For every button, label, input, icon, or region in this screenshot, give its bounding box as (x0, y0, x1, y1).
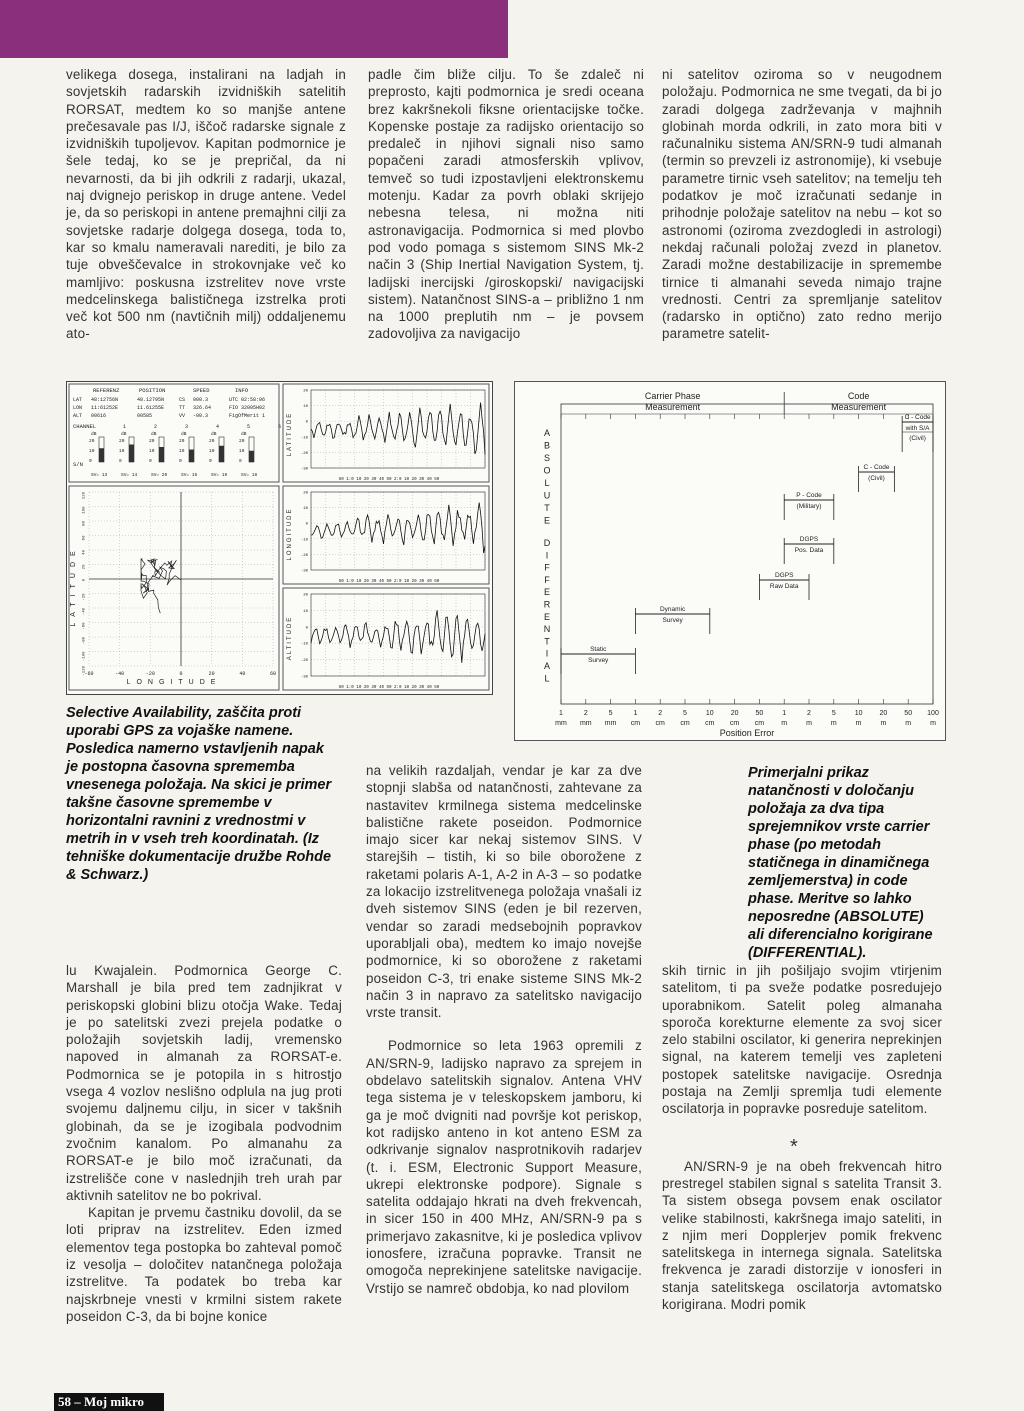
bar-tick: 10 (119, 449, 125, 454)
channel-label: CHANNEL (73, 423, 97, 430)
signal-bar-fill (189, 450, 194, 463)
x-tick-unit: m (855, 720, 862, 727)
status-cell: ALT (73, 413, 83, 419)
bar-tick: 10 (209, 449, 215, 454)
ylabel-absolute-letter: L (544, 478, 550, 488)
x-tick-value: 20 (730, 710, 739, 717)
tp-y-tick: 20 (303, 593, 308, 598)
bar-tick: 20 (179, 439, 185, 444)
x-tick-value: 2 (583, 710, 588, 717)
status-cell: FigOfMerit 1 (229, 413, 266, 419)
hdr-info: INFO (235, 387, 249, 394)
position-trace (141, 559, 181, 613)
lat-x-ticks: 50 1:0 10 20 30 40 50 2:0 10 20 30 40 50 (338, 478, 440, 482)
scatter-y-tick: 120 (82, 492, 87, 500)
ylabel-differential-letter: E (543, 587, 551, 598)
range-bar (561, 646, 635, 674)
caption-right: Primerjalni prikaz natančnosti v določanju položaja za dva tipa sprejemnikov vrste carrier phase (po metodah statičnega in dinamičnega zemljemerstva) in code phase. Meritve so lahko neposredne (ABSOLUTE) ali diferencialno korigirane (DIFFERENTIAL). (748, 765, 933, 961)
x-tick-unit: m (830, 720, 837, 727)
status-cell: 48:12756N (91, 397, 119, 403)
x-tick-value: 50 (904, 710, 913, 717)
ylabel-differential-letter: F (544, 574, 550, 585)
ylabel-differential-letter: F (544, 562, 550, 573)
accuracy-chart (514, 381, 946, 741)
hdr-referenz: REFERENZ (93, 387, 120, 394)
scatter-x-tick: -60 (84, 671, 94, 677)
page-footer: 58 – Moj mikro (54, 1393, 164, 1411)
tp-y-tick: 0 (305, 626, 308, 631)
bar-tick: 20 (209, 439, 215, 444)
status-cell: LON (73, 405, 83, 411)
text-column-3-bottom: skih tirnic in jih pošiljajo svojim vtirjenim satelitom, ti pa sveže podatke posredujejo uporabnikom. Satelit poleg almanaha sporoča korekturne elemente za svoj sicer zelo stabilni oscilator, ki generira neprekinjen signal, na katerem temelji ves zapleteni postopek satelitske navigacije. Osrednja postaja na Zemlji spremlja tudi elemente oscilatorja in popravke posreduje satelitom. AN/SRN-9 je na obeh frekvencah hitro prestregel stabilen signal s satelita Transit 3. Ta sistem obsega povsem enak oscilator velike stabilnosti, kakršnega imajo sateliti, in z njim meri Dopplerjev pomik frekvenc satelitskega in internega signala. Satelitska frekvenca je zaradi distorzije v ionosferi in stanja satelitskega oscilatorja avtomatsko korigirana. Modri pomik (662, 963, 942, 1313)
channel-number: 3 (185, 424, 189, 430)
db-label: dB (211, 432, 217, 437)
header-carrier-2: Measurement (645, 402, 701, 412)
scatter-panel (69, 486, 279, 690)
scatter-xlabel: LONGITUDE (126, 679, 222, 686)
scatter-y-tick: -120 (82, 666, 87, 676)
chart-frame (561, 404, 933, 704)
scatter-x-tick: -20 (145, 671, 155, 677)
section-separator-star: * (790, 1136, 798, 1158)
x-tick-value: 50 (755, 710, 764, 717)
status-cell: UTC 02:58:06 (229, 397, 266, 403)
bar-tick: 0 (149, 459, 152, 464)
tp-y-tick: 0 (305, 522, 308, 527)
bar-tick: 20 (89, 439, 95, 444)
ylabel-differential-letter: R (543, 599, 551, 610)
header-code-1: Code (847, 391, 870, 401)
range-label: Static (590, 646, 607, 653)
status-cell: 00585 (137, 413, 153, 419)
text-column-1-bottom: lu Kwajalein. Podmornica George C. Marshall je bila pred tem zadnjikrat v periskopski globini blizu otočja Wake. Tedaj je po satelitski zvezi prejela podatke o položajih sovjetskih ladij, vremensko napoved in almanah za RORSAT-e. Podmornica se je potopila in s hitrostjo vsega 4 vozlov neslišno odplula na jug proti svojemu daljnemu cilju, in sicer v takšnih globinah, da se je izogibala podvodnim zvočnim kanalom. Po almanahu za RORSAT-e je bilo moč izračunati, da izstrelišče cone v naslednjih treh urah par aktivnih satelitov ne bo pokrival. Kapitan je prvemu častniku dovolil, da se loti priprav na izstrelitev. Eden izmed elementov tega postopka bo zahteval pomoč iz vesolja – določitev natančnega položaja izstrelitve. Ta podatek bo treba kar najskrbneje vnesti v krmilni sistem rakete poseidon C-3, da bi bojne konice (66, 963, 342, 1324)
caption-left: Selective Availability, zaščita proti uporabi GPS za vojaške namene. Posledica namerno vstavljenih napak je postopna časovna sprememba vnesenega položaja. Na skici je primer takšne časovne spremembe v horizontalni ravnini z vrednostmi v metrih in v vseh treh koordinatah. (Iz tehniške dokumentacije družbe Rohde & Schwarz.) (66, 705, 332, 883)
x-tick-unit: cm (729, 720, 740, 727)
range-label: P - Code (796, 492, 822, 499)
tp-y-tick: -20 (300, 553, 308, 558)
status-cell: FIO 32005H02 (229, 405, 266, 411)
range-bar (635, 606, 709, 634)
status-cell: CS (179, 397, 186, 403)
tp-y-tick: -20 (300, 451, 308, 456)
scatter-x-tick: 40 (239, 671, 246, 677)
scatter-y-tick: 40 (82, 550, 87, 555)
scatter-x-tick: 60 (269, 671, 277, 677)
status-cell: 48.12795N (137, 397, 165, 403)
bar-tick: 20 (239, 439, 245, 444)
bar-tick: 0 (209, 459, 212, 464)
status-cell: LAT (73, 397, 83, 403)
scatter-y-tick: -40 (82, 608, 87, 616)
channel-number: 6 (278, 424, 282, 430)
range-label: Pos. Data (794, 547, 824, 554)
status-cell: 00616 (91, 413, 107, 419)
range-bar (759, 572, 809, 600)
bar-tick: 10 (89, 449, 95, 454)
text-column-1-top: velikega dosega, instalirani na ladjah in sovjetskih radarskih izvidniških satelitih RORSAT, medtem ko so manjše antene prečesavale pas I/J, iščoč radarske signale z izvidniških tupoljevov. Kapitan podmornice je šele tedaj, ko se je prepričal, da ni nevarnosti, da bi jih odkrili z radarji, ukazal, naj dvignejo periskop in druge antene. Vedel je, da so periskopi in antene premajhni cilji za sovjetske radarje dolgega dosega, toda to, kar so kmalu nameravali narediti, je bilo za tuje obveščevalce in strokovnjake več ko mamljivo: poskusna izstrelitev nove vrste medcelinskega balističnega izstrelka proti več kot 500 nm (navtičnih milj) oddaljenemu ato- (66, 67, 346, 342)
longitude-panel (283, 486, 489, 584)
tp-y-tick: 10 (303, 609, 308, 614)
range-bar (902, 414, 933, 452)
ylabel-differential-letter: D (543, 538, 551, 548)
x-tick-unit: m (781, 720, 788, 727)
status-cell: VV (179, 413, 186, 419)
ylabel-differential-letter: N (543, 624, 551, 635)
text-column-2-top: padle čim bliže cilju. To še zdaleč ni preprosto, kajti podmornica je sredi oceana brez kakršnekoli fiksne orientacijske točke. Kopenske postaje za radijsko orientacijo so predaleč in njihovi signali niso samo popačeni zaradi atmosferskih vplivov, temveč so tudi izpostavljeni elektronskemu motenju. Kadar za povrh oblaki skrijejo nebesna telesa, ni možna niti astronavigacija. Podmornica si med plovbo pod vodo pomaga s sistemom SINS Mk-2 način 3 (Ship Inertial Navigation System, tj. ladijski inercijski /giroskopski/ navigacijski sistem). Natančnost SINS-a – približno 1 nm na 1000 preplutih nm – je povsem zadovoljiva za navigacijo (368, 67, 644, 342)
sn-label: S/N (73, 461, 83, 468)
gps-figure (66, 381, 493, 695)
x-tick-value: 10 (854, 710, 863, 717)
alt-plot-label: ALTITUDE (287, 615, 293, 661)
signal-bar-fill (219, 446, 224, 462)
ylabel-absolute-letter: T (544, 503, 550, 513)
x-tick-unit: m (905, 720, 912, 727)
ylabel-differential-letter: E (543, 611, 551, 622)
tp-y-tick: -30 (300, 675, 308, 680)
x-tick-unit: m (806, 720, 812, 727)
scatter-ylabel: LATITUDE (70, 545, 77, 627)
ylabel-differential-letter: T (544, 636, 550, 647)
sv-label: SV= 13 (91, 473, 108, 478)
range-label: Survey (588, 657, 609, 664)
ylabel-absolute-letter: A (543, 428, 551, 438)
range-bar (784, 536, 834, 564)
x-axis-label: Position Error (719, 728, 775, 738)
range-bar (859, 464, 895, 492)
ylabel-differential-letter: L (544, 673, 550, 684)
db-label: dB (151, 432, 157, 437)
status-cell: 11.61255E (137, 405, 165, 411)
scatter-y-tick: 60 (82, 535, 87, 541)
ylabel-absolute-letter: U (543, 490, 551, 501)
alt-x-ticks: 50 1:0 10 20 30 40 50 2:0 10 20 30 40 50 (338, 686, 440, 690)
x-tick-value: 5 (608, 710, 613, 717)
x-tick-value: 1 (633, 710, 638, 717)
tp-y-tick: -10 (300, 538, 308, 543)
db-label: dB (241, 432, 247, 437)
scatter-y-tick: -100 (82, 651, 87, 662)
status-cell: -00.3 (193, 413, 209, 419)
channel-number: 5 (247, 424, 251, 430)
x-tick-unit: mm (579, 720, 592, 727)
lat-plot-label: LATITUDE (287, 411, 293, 457)
bar-tick: 0 (89, 459, 92, 464)
hdr-speed: SPEED (193, 387, 210, 394)
tp-y-tick: -10 (300, 642, 308, 647)
bar-tick: 0 (179, 459, 182, 464)
sv-label: SV= 18 (241, 473, 258, 478)
scatter-y-tick: 0 (82, 579, 87, 582)
db-label: dB (121, 432, 127, 437)
ylabel-absolute-letter: E (543, 515, 551, 526)
scatter-y-tick: -60 (82, 622, 87, 630)
tp-y-tick: 20 (303, 389, 308, 394)
tp-y-tick: 20 (303, 491, 308, 496)
signal-bar-fill (249, 451, 254, 462)
ylabel-absolute-letter: B (543, 440, 551, 451)
tp-series (311, 403, 485, 455)
status-cell: TT (179, 405, 186, 411)
bar-tick: 0 (119, 459, 122, 464)
channel-number: 1 (123, 424, 127, 430)
scatter-y-tick: -20 (82, 593, 87, 601)
sv-label: SV= 14 (121, 473, 138, 478)
status-cell: 000.3 (193, 397, 209, 403)
gps-figure-svg (67, 382, 492, 694)
hdr-position: POSITION (139, 387, 166, 394)
range-label: (Civil) (868, 475, 885, 482)
sv-label: SV= 19 (211, 473, 228, 478)
range-label: with S/A (905, 425, 930, 432)
range-label: Survey (662, 617, 683, 624)
range-label: C - Code (863, 464, 890, 471)
x-tick-unit: cm (630, 720, 641, 727)
range-label: (Civil) (909, 435, 926, 442)
channel-number: 2 (154, 424, 158, 430)
bar-tick: 10 (179, 449, 185, 454)
tp-y-tick: -30 (300, 467, 308, 472)
altitude-panel (283, 588, 489, 690)
ylabel-absolute-letter: S (543, 453, 551, 463)
ylabel-differential-letter: I (545, 550, 549, 561)
scatter-plot (83, 491, 277, 677)
x-tick-value: 5 (831, 710, 836, 717)
range-label: DGPS (774, 572, 794, 579)
scatter-x-tick: -40 (115, 671, 125, 677)
x-tick-unit: mm (604, 720, 617, 727)
sv-label: SV= 20 (151, 473, 168, 478)
header-code-2: Measurement (831, 402, 887, 412)
scatter-x-tick: 20 (208, 671, 215, 677)
lon-plot-label: LONGITUDE (287, 507, 293, 561)
text-column-2-bottom: na velikih razdaljah, vendar je kar za dve stopnji slabša od natančnosti, zahtevane za nastavitev krmilnega sistema medcelinske balistične rakete poseidon. Podmornice imajo sicer kar nekaj sistemov SINS. V starejših – tistih, ki so bile oborožene z raketami polaris A-1, A-2 in A-3 – so podatke za lokacijo izstrelitvenega položaja vnašali iz dveh sistemov SINS (eden je bil rezerven, vendar so zaradi medsebojnih popravkov uporabljali oba), medtem ko imajo novejše podmornice, ki so oborožene z raketami poseidon C-3, tri enake sisteme SINS Mk-2 način 3 in napravo za satelitsko navigacijo vrste transit. Podmornice so leta 1963 opremili z AN/SRN-9, ladijsko napravo za sprejem in obdelavo satelitskih signalov. Antena VHV tega sistema je v teleskopskem jamboru, ki ga je moč dvigniti nad površje kot periskop, kot radijsko anteno in kot anteno ESM za odkrivanje signalov nasprotnikovih radarjev (t. i. ESM, Electronic Support Measure, ukrepi elektronske podpore). Signale s satelita oddajajo hkrati na dveh frekvencah, in sicer 150 in 400 MHz, AN/SRN-9 pa s primerjavo zakasnitve, ki je posledica vplivov ionosfere, izračuna popravke. Transit ne omogoča neprekinjene satelitske navigacije. Vrstijo se namreč obdobja, ko nad plovilom (366, 763, 642, 1296)
status-cell: 11:61252E (91, 405, 119, 411)
tp-y-tick: -10 (300, 436, 308, 441)
x-tick-value: 100 (927, 710, 939, 717)
signal-bar-fill (129, 445, 134, 463)
x-tick-value: 2 (807, 710, 811, 717)
section-color-tab (0, 0, 508, 58)
x-tick-unit: m (880, 720, 887, 727)
signal-bar-fill (159, 447, 164, 462)
x-tick-unit: cm (680, 720, 690, 727)
range-bar (784, 492, 834, 520)
bar-tick: 10 (149, 449, 155, 454)
x-tick-unit: cm (754, 720, 765, 727)
x-tick-unit: cm (705, 720, 715, 727)
x-tick-unit: mm (555, 720, 567, 727)
ylabel-differential-letter: A (543, 661, 551, 671)
sv-label: SV= 16 (181, 473, 198, 478)
range-label: (Military) (796, 503, 822, 510)
ylabel-differential-letter: I (545, 648, 549, 659)
channel-number: 4 (216, 424, 220, 430)
status-cell: 326.64 (193, 405, 212, 411)
scatter-x-tick: 0 (179, 671, 183, 677)
range-label: Raw Data (769, 583, 799, 590)
ylabel-absolute-letter: O (543, 465, 551, 476)
tp-y-tick: -30 (300, 569, 308, 574)
x-tick-value: 20 (879, 710, 888, 717)
range-label: DGPS (799, 536, 819, 543)
x-tick-unit: cm (655, 720, 665, 727)
tp-y-tick: 10 (303, 507, 308, 512)
tp-y-tick: 10 (303, 405, 308, 410)
lon-x-ticks: 50 1:0 10 20 30 40 50 2:0 10 20 30 40 50 (338, 580, 440, 584)
x-tick-value: 1 (559, 710, 563, 717)
scatter-y-tick: 80 (82, 521, 87, 526)
x-tick-value: 2 (658, 710, 663, 717)
x-tick-value: 10 (705, 710, 714, 717)
scatter-y-tick: -80 (82, 637, 87, 645)
range-label: C - Code (904, 414, 931, 421)
bar-tick: 10 (239, 449, 245, 454)
x-tick-unit: m (930, 720, 936, 727)
bar-tick: 0 (239, 459, 242, 464)
bar-tick: 20 (149, 439, 155, 444)
bar-tick: 20 (119, 439, 125, 444)
x-tick-value: 1 (782, 710, 787, 717)
db-label: dB (91, 432, 97, 437)
range-label: Dynamic (659, 606, 686, 613)
text-column-3-top: ni satelitov oziroma so v neugodnem položaju. Podmornica ne sme tvegati, da bi jo zaradi dolgega zadrževanja v majhnih globinah morda odkrili, in zato mora biti v računalniku sistema AN/SRN-9 tudi almanah (termin so prevzeli iz astronomije), ki vsebuje parametre tirnic vseh satelitov; na temelju teh podatkov je moč izračunati sedanje in prihodnje položaje satelitov na nebu – kot so astronomi (oziroma zvezdogledi in astrologi) nekdaj računali položaj zvezd in planetov. Zaradi možne destabilizacije in spremembe tirnice ti almanahi seveda nimajo trajne vrednosti. Centri za spremljanje satelitov (radarsko in optično) zato redno merijo parametre satelit- (662, 67, 942, 342)
signal-bar-fill (99, 448, 104, 462)
scatter-y-tick: 20 (82, 564, 87, 570)
header-carrier-1: Carrier Phase (644, 391, 701, 401)
tp-y-tick: 0 (305, 420, 308, 425)
scatter-y-tick: 100 (82, 506, 87, 514)
db-label: dB (181, 432, 187, 437)
accuracy-chart-svg (515, 382, 945, 740)
x-tick-value: 5 (683, 710, 687, 717)
tp-y-tick: -20 (300, 659, 308, 664)
